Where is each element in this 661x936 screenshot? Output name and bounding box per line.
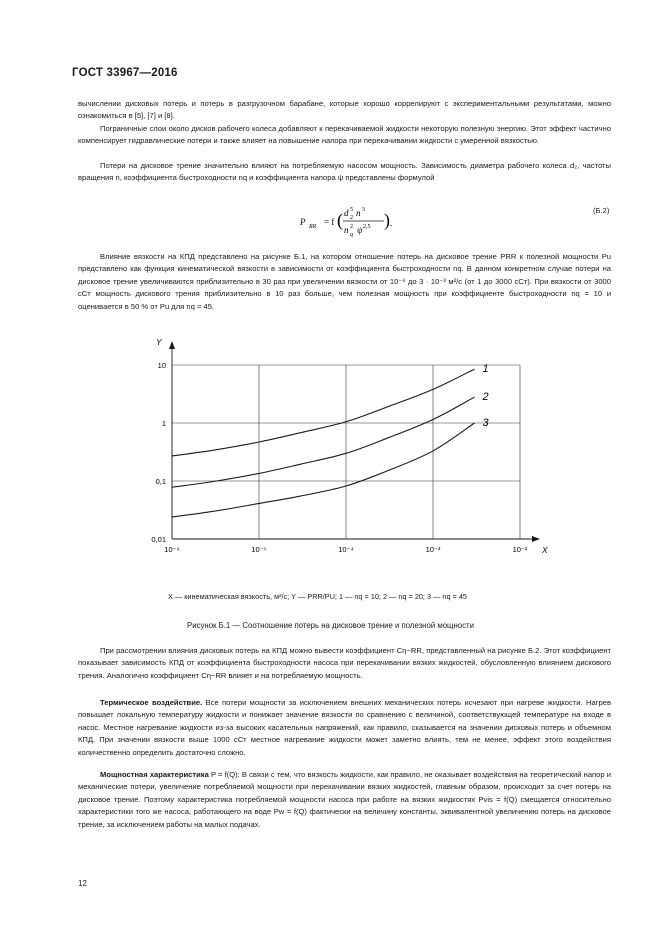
formula-lhs-sub: RR xyxy=(309,224,317,230)
x-tick-label: 10⁻⁵ xyxy=(251,545,267,554)
y-tick-label: 10 xyxy=(157,361,166,370)
page-number: 12 xyxy=(78,879,87,888)
formula-num-d-sub: 2 xyxy=(350,215,353,221)
y-axis-label: Y xyxy=(156,337,162,347)
paragraph-7-text: P = f(Q): В связи с тем, что вязкость жидкости, как правило, не оказывает воздействия на теоретический напор и механические потери, увеличение потребляемой мощности при перекачивании вязких жидкостей, главным образом, происходит за счет потерь на дисковое трение. Поэтому характеристика потребляемой мощности насоса при работе на вязких жидкостях Pvis = f(Q) смещается относительно характеристики того же насоса, работающего на воде Pw = f(Q) фактически на величину константы, эквивалентной увеличению потерь на дисковое трение, за исключением работы на малых подачах. xyxy=(78,770,611,829)
power-heading: Мощностная характеристика xyxy=(100,770,209,779)
formula-label: (Б.2) xyxy=(593,206,610,215)
formula-den-psi-sup: 2,5 xyxy=(363,224,371,230)
formula-num-n-sup: 3 xyxy=(362,207,365,213)
formula-num-d-sup: 5 xyxy=(350,207,353,213)
svg-text:): ) xyxy=(384,210,390,230)
x-tick-label: 10⁻⁴ xyxy=(338,545,354,554)
paragraph-3: Потери на дисковое трение значительно влияют на потребляемую насосом мощность. Зависимость диаметра рабочего колеса d₂, частоты вращения n, коэффициента быстроходности nq и коэффициента напора ψ представлены формулой xyxy=(78,161,611,183)
paragraph-7 xyxy=(78,769,611,831)
series-label-1: 1 xyxy=(482,363,489,376)
paragraph-4: Влияние вязкости на КПД представлено на рисунке Б.1, на котором отношение потерь на дисковое трение PRR к полезной мощности Pu представлено как функция кинематической вязкости в зависимости от коэффициента быстроходности nq. В данном конкретном случае потери на дисковое трение увеличиваются приблизительно в 30 раз при увеличении вязкости от 10⁻⁶ до 3 · 10⁻³ м²/с (от 1 до 3000 сСт). При вязкости от 3000 сСт мощность дискового трения приблизительно в 10 раз больше, чем полезная мощность при коэффициенте быстроходности nq = 10 и оценивается в 50 % от Pu для nq = 45. xyxy=(78,252,611,311)
figure-legend: X — кинематическая вязкость, м²/с; Y — PRR/PU; 1 — nq = 10; 2 — nq = 20; 3 — nq = 45 xyxy=(168,592,467,601)
document-header: ГОСТ 33967—2016 xyxy=(72,67,178,79)
y-tick-label: 0,01 xyxy=(151,535,166,544)
y-tick-label: 1 xyxy=(161,419,166,428)
y-axis-arrow xyxy=(169,341,175,349)
figure-caption: Рисунок Б.1 — Соотношение потерь на дисковое трение и полезной мощности xyxy=(187,621,474,630)
y-tick-label: 0,1 xyxy=(155,477,166,486)
paragraph-5: При рассмотрении влияния дисковых потерь на КПД можно вывести коэффициент Cη−RR, представленный на рисунке Б.2. Этот коэффициент показывает зависимость КПД от коэффициента быстроходности насоса при перекачивании вязких жидкостей, обусловленную влиянием дискового трения. Аналогично коэффициент Cη−RR влияет и на потребляемую мощность. xyxy=(78,646,611,680)
series-line-2 xyxy=(172,397,475,487)
formula-den-n-sup: 2 xyxy=(350,224,353,230)
formula-lhs: P xyxy=(300,217,306,227)
x-tick-label: 10⁻³ xyxy=(425,545,441,554)
formula-num-d: d xyxy=(344,208,349,218)
thermal-heading: Термическое воздействие. xyxy=(100,698,203,707)
x-axis-arrow xyxy=(532,536,540,542)
paragraph-2: Пограничные слои около дисков рабочего колеса добавляют к перекачиваемой жидкости некоторую полезную энергию. Этот эффект частично компенсирует гидравлические потери и также влияет на повышение напора при перекачивании жидкости с умеренной вязкостью. xyxy=(78,124,611,146)
svg-text:.: . xyxy=(390,218,393,228)
series-line-1 xyxy=(172,369,475,456)
x-tick-label: 10⁻⁶ xyxy=(164,545,180,554)
formula-den-n: n xyxy=(344,225,349,235)
formula-den-n-sub: q xyxy=(350,232,353,238)
formula-den-psi: ψ xyxy=(357,225,363,235)
paragraph-1: вычислении дисковых потерь и потерь в разгрузочном барабане, которые хорошо коррелируют с экспериментальными результатами, можно ознакомиться в [5], [7] и [8]. xyxy=(78,99,611,121)
formula-eq: = f xyxy=(324,217,335,227)
svg-text:(: ( xyxy=(337,210,343,230)
x-tick-label: 10⁻² xyxy=(512,545,528,554)
paragraph-6 xyxy=(78,697,611,759)
series-label-3: 3 xyxy=(482,417,489,429)
x-axis-label: X xyxy=(542,545,548,555)
series-label-2: 2 xyxy=(482,391,489,404)
formula-num-n: n xyxy=(356,208,361,218)
series-line-3 xyxy=(172,423,475,517)
paragraph-6-text: Все потери мощности за исключением внешних механических потерь исчезают при нагреве жидкости. Нагрев повышает локальную температуру жидкости и понижает значение вязкости по сравнению с величиной, соответствующей температуре на входе в насос. Местное нагревание жидкости из-за высоких касательных напряжений, как правило, сказывается на значении дисковых потерь и объемном КПД. При значении вязкости выше 1000 сСт местное нагревание жидкости может заметно влиять, тем не менее, эффект этого воздействия количественно определить достаточно сложно. xyxy=(78,698,611,757)
